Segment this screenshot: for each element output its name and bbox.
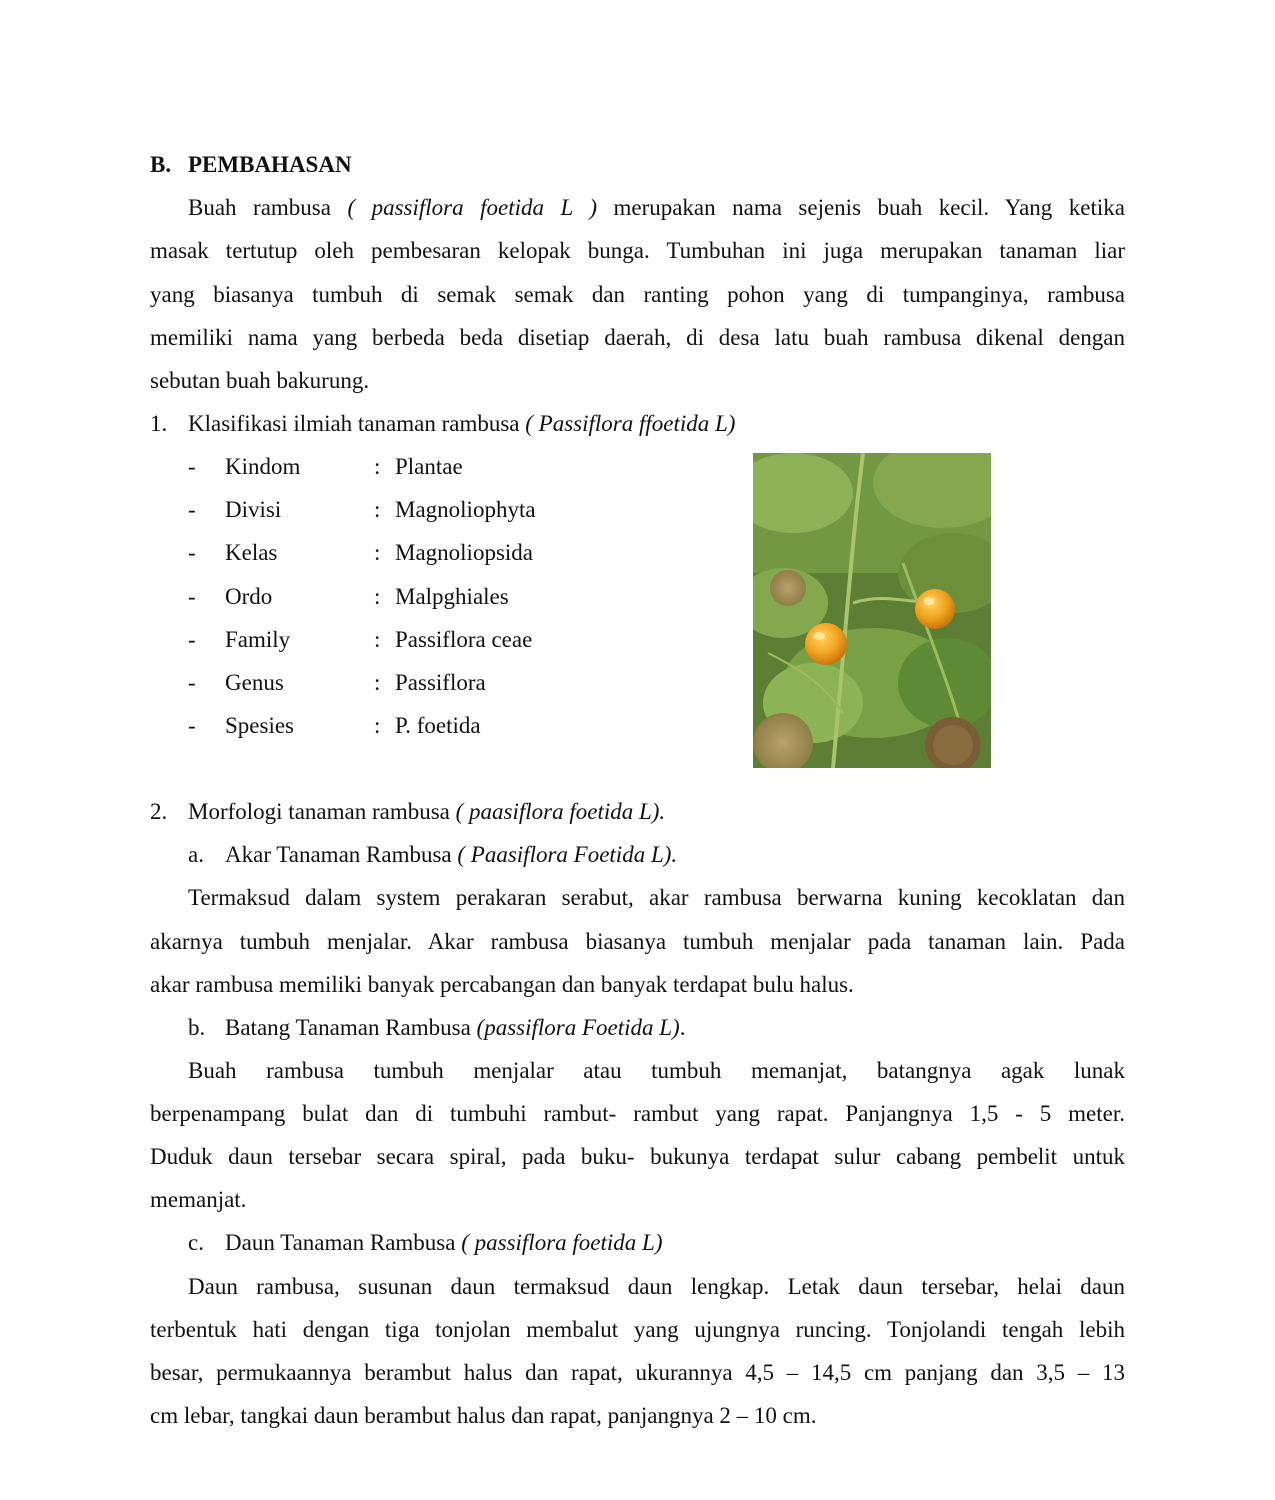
intro-line-3: yang biasanya tumbuh di semak semak dan ranting pohon yang di tumpanginya, rambusa <box>150 282 1125 307</box>
taxonomy-dash: - <box>188 584 196 609</box>
para-a-line-1: Termaksud dalam system perakaran serabut, akar rambusa berwarna kuning kecoklatan dan <box>188 885 1125 910</box>
taxonomy-label: Ordo <box>225 584 273 609</box>
sub-c-letter: c. <box>188 1230 204 1255</box>
taxonomy-label: Family <box>225 627 291 652</box>
taxonomy-separator: : <box>374 670 381 695</box>
item-2-heading: Morfologi tanaman rambusa ( paasiflora foetida L). <box>188 799 666 824</box>
taxonomy-dash: - <box>188 540 196 565</box>
taxonomy-separator: : <box>374 497 381 522</box>
para-c-line-1: Daun rambusa, susunan daun termaksud daun lengkap. Letak daun tersebar, helai daun <box>188 1274 1125 1299</box>
taxonomy-dash: - <box>188 497 196 522</box>
taxonomy-label: Kindom <box>225 454 301 479</box>
taxonomy-separator: : <box>374 540 381 565</box>
taxonomy-value: Magnoliopsida <box>395 540 533 565</box>
para-c-line-2: terbentuk hati dengan tiga tonjolan membalut yang ujungnya runcing. Tonjolandi tengah lebih <box>150 1317 1125 1342</box>
item-1-number: 1. <box>150 411 168 436</box>
taxonomy-label: Spesies <box>225 713 294 738</box>
plant-photo <box>753 453 991 768</box>
taxonomy-dash: - <box>188 670 196 695</box>
para-b-line-1: Buah rambusa tumbuh menjalar atau tumbuh memanjat, batangnya agak lunak <box>188 1058 1125 1083</box>
taxonomy-separator: : <box>374 713 381 738</box>
taxonomy-value: Plantae <box>395 454 463 479</box>
section-title: PEMBAHASAN <box>188 152 352 177</box>
sub-b-letter: b. <box>188 1015 206 1040</box>
taxonomy-dash: - <box>188 454 196 479</box>
sub-c-heading: Daun Tanaman Rambusa ( passiflora foetida L) <box>225 1230 663 1255</box>
taxonomy-separator: : <box>374 454 381 479</box>
taxonomy-value: P. foetida <box>395 713 481 738</box>
para-a-line-2: akarnya tumbuh menjalar. Akar rambusa biasanya tumbuh menjalar pada tanaman lain. Pada <box>150 929 1125 954</box>
section-letter: B. <box>150 152 172 177</box>
item-1-heading: Klasifikasi ilmiah tanaman rambusa ( Passiflora ffoetida L) <box>188 411 736 436</box>
sub-a-letter: a. <box>188 842 204 867</box>
intro-line-5: sebutan buah bakurung. <box>150 368 370 393</box>
para-c-line-4: cm lebar, tangkai daun berambut halus dan rapat, panjangnya 2 – 10 cm. <box>150 1403 817 1428</box>
taxonomy-label: Kelas <box>225 540 278 565</box>
para-b-line-4: memanjat. <box>150 1187 247 1212</box>
taxonomy-value: Passiflora ceae <box>395 627 533 652</box>
taxonomy-separator: : <box>374 627 381 652</box>
taxonomy-label: Genus <box>225 670 284 695</box>
taxonomy-value: Magnoliophyta <box>395 497 536 522</box>
sub-b-heading: Batang Tanaman Rambusa (passiflora Foetida L). <box>225 1015 686 1040</box>
item-2-number: 2. <box>150 799 168 824</box>
intro-line-1: Buah rambusa ( passiflora foetida L ) merupakan nama sejenis buah kecil. Yang ketika <box>188 195 1125 220</box>
intro-line-4: memiliki nama yang berbeda beda disetiap daerah, di desa latu buah rambusa dikenal dengan <box>150 325 1125 350</box>
intro-line-2: masak tertutup oleh pembesaran kelopak bunga. Tumbuhan ini juga merupakan tanaman liar <box>150 238 1125 263</box>
para-c-line-3: besar, permukaannya berambut halus dan rapat, ukurannya 4,5 – 14,5 cm panjang dan 3,5 – 13 <box>150 1360 1125 1385</box>
taxonomy-label: Divisi <box>225 497 282 522</box>
sub-a-heading: Akar Tanaman Rambusa ( Paasiflora Foetida L). <box>225 842 678 867</box>
para-b-line-3: Duduk daun tersebar secara spiral, pada buku- bukunya terdapat sulur cabang pembelit untuk <box>150 1144 1125 1169</box>
taxonomy-value: Passiflora <box>395 670 486 695</box>
para-a-line-3: akar rambusa memiliki banyak percabangan dan banyak terdapat bulu halus. <box>150 972 854 997</box>
taxonomy-dash: - <box>188 627 196 652</box>
taxonomy-value: Malpghiales <box>395 584 509 609</box>
para-b-line-2: berpenampang bulat dan di tumbuhi rambut- rambut yang rapat. Panjangnya 1,5 - 5 meter. <box>150 1101 1125 1126</box>
taxonomy-separator: : <box>374 584 381 609</box>
taxonomy-dash: - <box>188 713 196 738</box>
